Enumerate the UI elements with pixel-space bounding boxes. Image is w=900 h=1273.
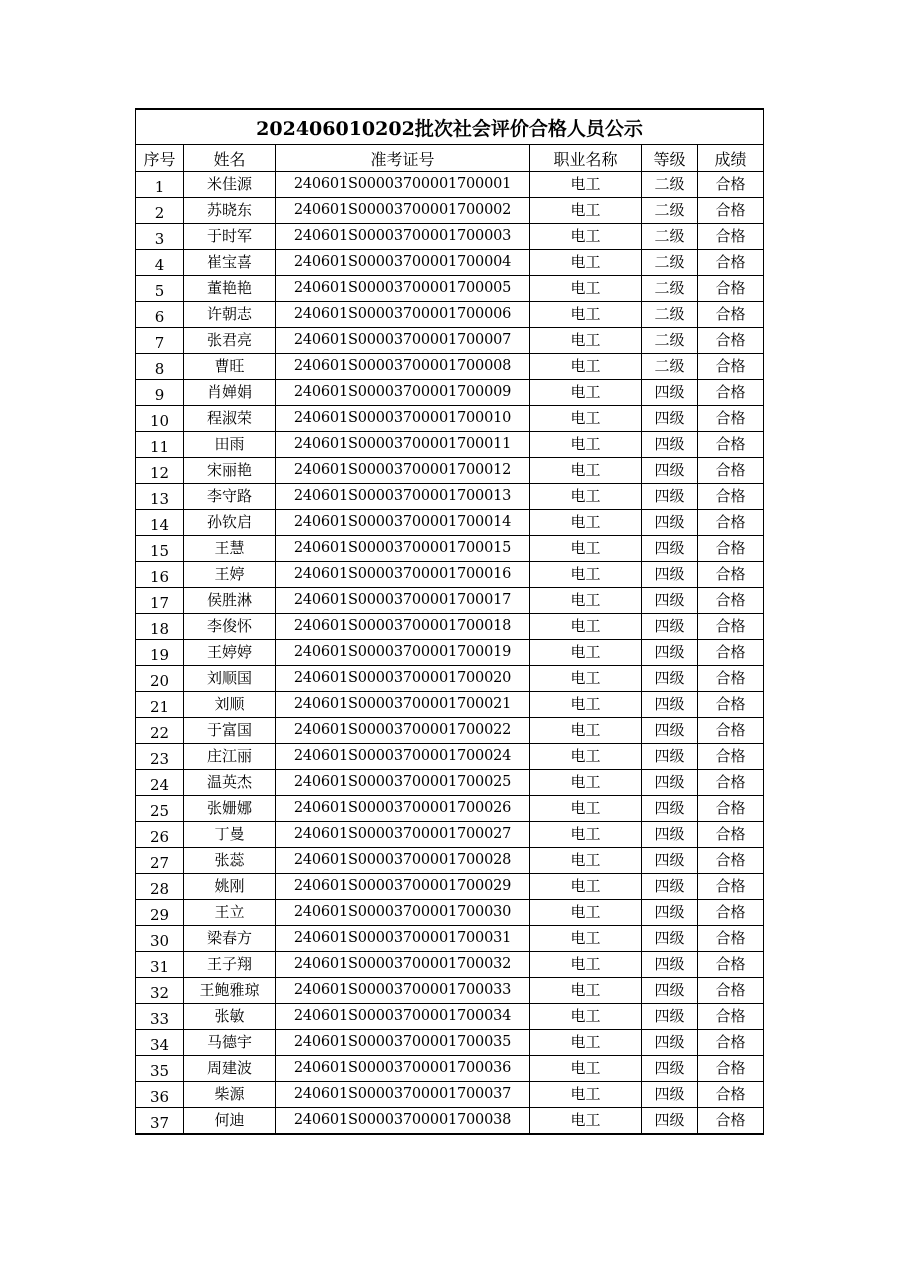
cell-level: 四级 [642, 1082, 698, 1108]
cell-occupation: 电工 [530, 874, 642, 900]
header-occupation: 职业名称 [530, 145, 642, 172]
cell-ticket: 240601S00003700001700025 [276, 770, 530, 796]
cell-seq: 31 [136, 952, 184, 978]
table-row [136, 510, 764, 536]
table-row [136, 302, 764, 328]
cell-name: 王慧 [184, 536, 276, 562]
cell-name: 曹旺 [184, 354, 276, 380]
cell-seq: 34 [136, 1030, 184, 1056]
cell-ticket: 240601S00003700001700010 [276, 406, 530, 432]
cell-name: 王婷婷 [184, 640, 276, 666]
table-row [136, 172, 764, 198]
cell-ticket: 240601S00003700001700032 [276, 952, 530, 978]
cell-ticket: 240601S00003700001700017 [276, 588, 530, 614]
cell-name: 崔宝喜 [184, 250, 276, 276]
cell-name: 于时军 [184, 224, 276, 250]
cell-name: 张敏 [184, 1004, 276, 1030]
cell-result: 合格 [698, 276, 764, 302]
cell-name: 张蕊 [184, 848, 276, 874]
cell-seq: 30 [136, 926, 184, 952]
table-row [136, 458, 764, 484]
table-header-row [136, 145, 764, 172]
cell-occupation: 电工 [530, 744, 642, 770]
cell-level: 二级 [642, 224, 698, 250]
cell-occupation: 电工 [530, 614, 642, 640]
cell-level: 四级 [642, 666, 698, 692]
table-row [136, 562, 764, 588]
cell-occupation: 电工 [530, 1056, 642, 1082]
cell-name: 王鲍雅琼 [184, 978, 276, 1004]
cell-level: 四级 [642, 978, 698, 1004]
cell-ticket: 240601S00003700001700021 [276, 692, 530, 718]
cell-ticket: 240601S00003700001700003 [276, 224, 530, 250]
cell-seq: 1 [136, 172, 184, 198]
cell-name: 庄江丽 [184, 744, 276, 770]
cell-name: 肖婵娟 [184, 380, 276, 406]
table-row [136, 848, 764, 874]
cell-result: 合格 [698, 1004, 764, 1030]
table-row [136, 874, 764, 900]
cell-seq: 2 [136, 198, 184, 224]
cell-result: 合格 [698, 198, 764, 224]
cell-name: 苏晓东 [184, 198, 276, 224]
cell-ticket: 240601S00003700001700004 [276, 250, 530, 276]
cell-ticket: 240601S00003700001700001 [276, 172, 530, 198]
table-row [136, 978, 764, 1004]
cell-ticket: 240601S00003700001700033 [276, 978, 530, 1004]
cell-ticket: 240601S00003700001700007 [276, 328, 530, 354]
cell-result: 合格 [698, 952, 764, 978]
cell-result: 合格 [698, 458, 764, 484]
header-result: 成绩 [698, 145, 764, 172]
cell-occupation: 电工 [530, 588, 642, 614]
cell-level: 四级 [642, 510, 698, 536]
cell-ticket: 240601S00003700001700038 [276, 1108, 530, 1135]
cell-seq: 25 [136, 796, 184, 822]
cell-level: 四级 [642, 796, 698, 822]
cell-name: 侯胜淋 [184, 588, 276, 614]
table-row [136, 926, 764, 952]
cell-result: 合格 [698, 250, 764, 276]
cell-result: 合格 [698, 224, 764, 250]
cell-ticket: 240601S00003700001700034 [276, 1004, 530, 1030]
table-row [136, 692, 764, 718]
cell-level: 四级 [642, 744, 698, 770]
cell-occupation: 电工 [530, 510, 642, 536]
table-row [136, 614, 764, 640]
cell-result: 合格 [698, 536, 764, 562]
table-row [136, 484, 764, 510]
cell-occupation: 电工 [530, 640, 642, 666]
cell-seq: 21 [136, 692, 184, 718]
cell-occupation: 电工 [530, 380, 642, 406]
cell-level: 四级 [642, 822, 698, 848]
cell-level: 四级 [642, 1108, 698, 1135]
cell-seq: 37 [136, 1108, 184, 1135]
cell-ticket: 240601S00003700001700009 [276, 380, 530, 406]
cell-ticket: 240601S00003700001700037 [276, 1082, 530, 1108]
cell-result: 合格 [698, 770, 764, 796]
table-row [136, 1108, 764, 1135]
cell-result: 合格 [698, 744, 764, 770]
cell-seq: 9 [136, 380, 184, 406]
cell-level: 四级 [642, 432, 698, 458]
cell-level: 四级 [642, 952, 698, 978]
cell-name: 米佳源 [184, 172, 276, 198]
cell-result: 合格 [698, 640, 764, 666]
cell-occupation: 电工 [530, 406, 642, 432]
cell-result: 合格 [698, 614, 764, 640]
cell-occupation: 电工 [530, 848, 642, 874]
cell-level: 四级 [642, 1004, 698, 1030]
cell-result: 合格 [698, 796, 764, 822]
cell-level: 四级 [642, 458, 698, 484]
cell-name: 田雨 [184, 432, 276, 458]
cell-seq: 18 [136, 614, 184, 640]
cell-seq: 14 [136, 510, 184, 536]
cell-level: 四级 [642, 1056, 698, 1082]
cell-result: 合格 [698, 562, 764, 588]
cell-level: 二级 [642, 302, 698, 328]
cell-level: 四级 [642, 406, 698, 432]
table-title: 202406010202批次社会评价合格人员公示 [136, 109, 764, 145]
header-level: 等级 [642, 145, 698, 172]
cell-occupation: 电工 [530, 978, 642, 1004]
qualified-personnel-table [135, 108, 764, 1135]
cell-name: 董艳艳 [184, 276, 276, 302]
cell-result: 合格 [698, 666, 764, 692]
cell-level: 四级 [642, 1030, 698, 1056]
cell-occupation: 电工 [530, 198, 642, 224]
cell-seq: 29 [136, 900, 184, 926]
cell-occupation: 电工 [530, 562, 642, 588]
cell-result: 合格 [698, 510, 764, 536]
table-row [136, 1004, 764, 1030]
cell-level: 四级 [642, 536, 698, 562]
table-row [136, 796, 764, 822]
cell-occupation: 电工 [530, 276, 642, 302]
cell-seq: 5 [136, 276, 184, 302]
cell-seq: 19 [136, 640, 184, 666]
cell-occupation: 电工 [530, 484, 642, 510]
table-row [136, 1030, 764, 1056]
cell-level: 二级 [642, 354, 698, 380]
table-row [136, 354, 764, 380]
cell-result: 合格 [698, 1108, 764, 1135]
cell-seq: 22 [136, 718, 184, 744]
cell-seq: 23 [136, 744, 184, 770]
cell-name: 梁春方 [184, 926, 276, 952]
table-body [136, 172, 764, 1135]
cell-seq: 28 [136, 874, 184, 900]
cell-name: 刘顺国 [184, 666, 276, 692]
table-row [136, 198, 764, 224]
cell-seq: 10 [136, 406, 184, 432]
cell-result: 合格 [698, 874, 764, 900]
cell-level: 二级 [642, 276, 698, 302]
cell-result: 合格 [698, 588, 764, 614]
cell-seq: 20 [136, 666, 184, 692]
cell-seq: 27 [136, 848, 184, 874]
cell-level: 四级 [642, 770, 698, 796]
cell-ticket: 240601S00003700001700018 [276, 614, 530, 640]
table-row [136, 250, 764, 276]
cell-ticket: 240601S00003700001700014 [276, 510, 530, 536]
table-row [136, 380, 764, 406]
table-row [136, 744, 764, 770]
cell-result: 合格 [698, 354, 764, 380]
cell-result: 合格 [698, 978, 764, 1004]
cell-seq: 16 [136, 562, 184, 588]
cell-occupation: 电工 [530, 718, 642, 744]
cell-level: 二级 [642, 172, 698, 198]
cell-seq: 8 [136, 354, 184, 380]
table-row [136, 536, 764, 562]
cell-result: 合格 [698, 926, 764, 952]
cell-occupation: 电工 [530, 822, 642, 848]
cell-seq: 33 [136, 1004, 184, 1030]
cell-level: 四级 [642, 640, 698, 666]
cell-seq: 26 [136, 822, 184, 848]
cell-name: 王婷 [184, 562, 276, 588]
cell-seq: 7 [136, 328, 184, 354]
cell-name: 温英杰 [184, 770, 276, 796]
table-row [136, 224, 764, 250]
cell-name: 李守路 [184, 484, 276, 510]
cell-seq: 11 [136, 432, 184, 458]
table-row [136, 822, 764, 848]
cell-name: 许朝志 [184, 302, 276, 328]
cell-level: 四级 [642, 588, 698, 614]
cell-ticket: 240601S00003700001700024 [276, 744, 530, 770]
cell-occupation: 电工 [530, 796, 642, 822]
cell-name: 柴源 [184, 1082, 276, 1108]
cell-ticket: 240601S00003700001700013 [276, 484, 530, 510]
cell-level: 四级 [642, 900, 698, 926]
cell-occupation: 电工 [530, 172, 642, 198]
cell-occupation: 电工 [530, 250, 642, 276]
cell-occupation: 电工 [530, 952, 642, 978]
cell-ticket: 240601S00003700001700011 [276, 432, 530, 458]
cell-ticket: 240601S00003700001700008 [276, 354, 530, 380]
cell-occupation: 电工 [530, 926, 642, 952]
cell-ticket: 240601S00003700001700012 [276, 458, 530, 484]
cell-name: 何迪 [184, 1108, 276, 1135]
table-row [136, 588, 764, 614]
cell-seq: 32 [136, 978, 184, 1004]
cell-occupation: 电工 [530, 1082, 642, 1108]
cell-name: 宋丽艳 [184, 458, 276, 484]
cell-occupation: 电工 [530, 1004, 642, 1030]
cell-seq: 4 [136, 250, 184, 276]
cell-result: 合格 [698, 302, 764, 328]
table-row [136, 718, 764, 744]
table-row [136, 666, 764, 692]
cell-name: 张君亮 [184, 328, 276, 354]
cell-name: 王立 [184, 900, 276, 926]
cell-seq: 17 [136, 588, 184, 614]
cell-result: 合格 [698, 172, 764, 198]
cell-name: 王子翔 [184, 952, 276, 978]
table-row [136, 432, 764, 458]
cell-seq: 35 [136, 1056, 184, 1082]
cell-occupation: 电工 [530, 900, 642, 926]
header-ticket: 准考证号 [276, 145, 530, 172]
cell-result: 合格 [698, 848, 764, 874]
cell-ticket: 240601S00003700001700028 [276, 848, 530, 874]
cell-seq: 36 [136, 1082, 184, 1108]
cell-occupation: 电工 [530, 302, 642, 328]
cell-ticket: 240601S00003700001700022 [276, 718, 530, 744]
cell-name: 于富国 [184, 718, 276, 744]
cell-occupation: 电工 [530, 458, 642, 484]
cell-ticket: 240601S00003700001700026 [276, 796, 530, 822]
cell-result: 合格 [698, 1082, 764, 1108]
cell-result: 合格 [698, 718, 764, 744]
cell-result: 合格 [698, 380, 764, 406]
cell-name: 李俊怀 [184, 614, 276, 640]
cell-ticket: 240601S00003700001700030 [276, 900, 530, 926]
table-row [136, 952, 764, 978]
cell-name: 程淑荣 [184, 406, 276, 432]
cell-ticket: 240601S00003700001700036 [276, 1056, 530, 1082]
cell-ticket: 240601S00003700001700006 [276, 302, 530, 328]
cell-ticket: 240601S00003700001700015 [276, 536, 530, 562]
cell-ticket: 240601S00003700001700020 [276, 666, 530, 692]
cell-level: 四级 [642, 718, 698, 744]
cell-seq: 24 [136, 770, 184, 796]
cell-name: 张姗娜 [184, 796, 276, 822]
cell-result: 合格 [698, 1030, 764, 1056]
cell-result: 合格 [698, 432, 764, 458]
cell-name: 周建波 [184, 1056, 276, 1082]
cell-name: 姚刚 [184, 874, 276, 900]
header-name: 姓名 [184, 145, 276, 172]
cell-seq: 3 [136, 224, 184, 250]
table-row [136, 640, 764, 666]
cell-occupation: 电工 [530, 692, 642, 718]
cell-occupation: 电工 [530, 1030, 642, 1056]
cell-seq: 15 [136, 536, 184, 562]
table-row [136, 770, 764, 796]
cell-result: 合格 [698, 822, 764, 848]
cell-level: 四级 [642, 692, 698, 718]
cell-ticket: 240601S00003700001700029 [276, 874, 530, 900]
cell-result: 合格 [698, 900, 764, 926]
cell-occupation: 电工 [530, 328, 642, 354]
cell-result: 合格 [698, 484, 764, 510]
cell-level: 四级 [642, 614, 698, 640]
cell-name: 刘顺 [184, 692, 276, 718]
cell-result: 合格 [698, 1056, 764, 1082]
cell-occupation: 电工 [530, 354, 642, 380]
table-row [136, 328, 764, 354]
cell-seq: 13 [136, 484, 184, 510]
table-row [136, 1056, 764, 1082]
cell-occupation: 电工 [530, 666, 642, 692]
table-row [136, 900, 764, 926]
cell-result: 合格 [698, 692, 764, 718]
cell-seq: 6 [136, 302, 184, 328]
cell-name: 孙钦启 [184, 510, 276, 536]
cell-result: 合格 [698, 406, 764, 432]
cell-ticket: 240601S00003700001700031 [276, 926, 530, 952]
cell-occupation: 电工 [530, 536, 642, 562]
cell-occupation: 电工 [530, 224, 642, 250]
table-row [136, 276, 764, 302]
cell-ticket: 240601S00003700001700019 [276, 640, 530, 666]
cell-level: 二级 [642, 328, 698, 354]
cell-level: 四级 [642, 874, 698, 900]
cell-level: 四级 [642, 926, 698, 952]
cell-occupation: 电工 [530, 432, 642, 458]
cell-ticket: 240601S00003700001700005 [276, 276, 530, 302]
cell-level: 二级 [642, 250, 698, 276]
cell-ticket: 240601S00003700001700016 [276, 562, 530, 588]
cell-ticket: 240601S00003700001700002 [276, 198, 530, 224]
table-row [136, 1082, 764, 1108]
cell-ticket: 240601S00003700001700035 [276, 1030, 530, 1056]
cell-occupation: 电工 [530, 770, 642, 796]
cell-name: 马德宇 [184, 1030, 276, 1056]
table-row [136, 406, 764, 432]
cell-result: 合格 [698, 328, 764, 354]
cell-seq: 12 [136, 458, 184, 484]
cell-ticket: 240601S00003700001700027 [276, 822, 530, 848]
cell-level: 四级 [642, 484, 698, 510]
cell-level: 四级 [642, 380, 698, 406]
header-seq: 序号 [136, 145, 184, 172]
cell-level: 四级 [642, 848, 698, 874]
cell-level: 二级 [642, 198, 698, 224]
cell-level: 四级 [642, 562, 698, 588]
cell-occupation: 电工 [530, 1108, 642, 1135]
cell-name: 丁曼 [184, 822, 276, 848]
